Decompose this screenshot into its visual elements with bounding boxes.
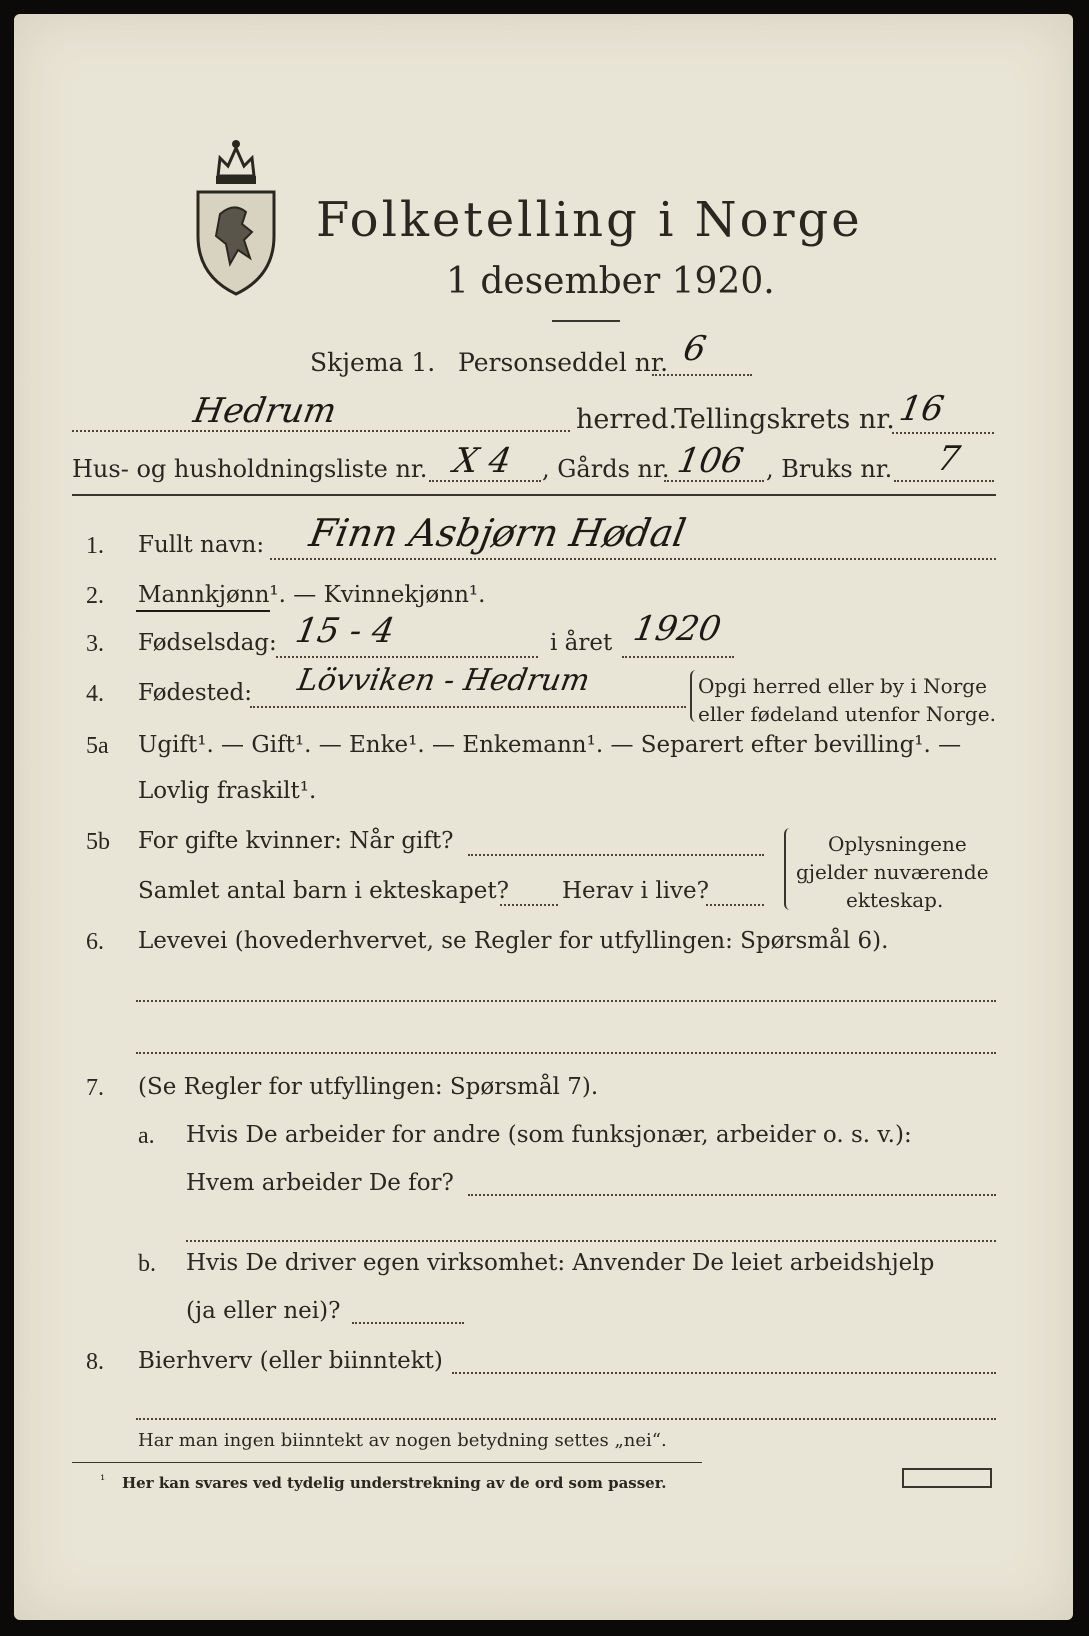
gender-underline: [136, 610, 270, 612]
q5b-note-3: ekteskap.: [846, 888, 944, 912]
q3-number: 3.: [86, 631, 104, 657]
q7a-letter: a.: [138, 1123, 155, 1149]
bruks-label: , Bruks nr.: [766, 455, 893, 483]
q7a-answer-line-2[interactable]: [186, 1240, 996, 1242]
q8-label: Bierhverv (eller biinntekt): [138, 1348, 443, 1374]
form-date: 1 desember 1920.: [446, 261, 775, 302]
q5a-number: 5a: [86, 733, 109, 759]
birthday-value[interactable]: 15 - 4: [292, 611, 398, 651]
gards-label: , Gårds nr.: [542, 455, 670, 483]
q5b-label-2: Samlet antal barn i ekteskapet?: [138, 878, 509, 904]
q7a-label: Hvis De arbeider for andre (som funksjonær, arbeider o. s. v.):: [186, 1122, 912, 1148]
q8-number: 8.: [86, 1349, 104, 1375]
q6-answer-line-1[interactable]: [136, 1000, 996, 1002]
q7b-letter: b.: [138, 1251, 156, 1277]
q4-number: 4.: [86, 681, 104, 707]
hus-label: Hus- og husholdningsliste nr.: [72, 455, 428, 483]
hus-value[interactable]: X 4: [450, 441, 515, 481]
q7b-label-2: (ja eller nei)?: [186, 1298, 341, 1324]
bruks-value[interactable]: 7: [934, 439, 964, 479]
q3-label: Fødselsdag:: [138, 630, 277, 656]
q5b-label: For gifte kvinner: Når gift?: [138, 828, 454, 854]
skjema-label: Skjema 1.: [310, 348, 436, 377]
q7a-label-2: Hvem arbeider De for?: [186, 1170, 454, 1196]
q7b-answer-line[interactable]: [352, 1322, 464, 1324]
personseddel-label: Personseddel nr.: [458, 348, 669, 377]
q1-label: Fullt navn:: [138, 532, 265, 558]
q1-number: 1.: [86, 533, 104, 559]
footnote-mark: ¹: [100, 1473, 106, 1488]
herred-label: herred.: [576, 404, 678, 435]
q8-answer-line-2[interactable]: [136, 1418, 996, 1420]
q6-answer-line-2[interactable]: [136, 1052, 996, 1054]
q5a-label: Ugift¹. — Gift¹. — Enke¹. — Enkemann¹. — Separert efter bevilling¹. —: [138, 732, 962, 758]
footer-note: Har man ingen biinntekt av nogen betydning settes „nei“.: [138, 1430, 667, 1451]
q5b-note-2: gjelder nuværende: [796, 860, 989, 884]
personseddel-value[interactable]: 6: [680, 329, 710, 369]
tellingskrets-label: Tellingskrets nr.: [674, 404, 895, 435]
q4-note-2: eller fødeland utenfor Norge.: [698, 702, 996, 726]
q4-label: Fødested:: [138, 680, 253, 706]
title-divider: [552, 320, 620, 322]
header-rule: [72, 494, 996, 496]
tellingskrets-value[interactable]: 16: [896, 389, 947, 429]
q2-label: Mannkjønn¹. — Kvinnekjønn¹.: [138, 582, 486, 608]
footnote: Her kan svares ved tydelig understrekning av de ord som passer.: [122, 1474, 667, 1492]
q6-number: 6.: [86, 929, 104, 955]
full-name-value[interactable]: Finn Asbjørn Hødal: [306, 511, 690, 555]
birthplace-value[interactable]: Lövviken - Hedrum: [295, 663, 593, 698]
q3-year-label: i året: [550, 630, 613, 656]
q8-answer-line[interactable]: [452, 1372, 996, 1374]
printer-stamp: [902, 1468, 992, 1488]
q2-number: 2.: [86, 583, 104, 609]
q6-label: Levevei (hovederhvervet, se Regler for utfyllingen: Spørsmål 6).: [138, 928, 889, 954]
q5b-note-1: Oplysningene: [828, 832, 967, 856]
q5b-label-3: Herav i live?: [562, 878, 709, 904]
census-form: [14, 14, 1073, 1620]
q7b-label: Hvis De driver egen virksomhet: Anvender De leiet arbeidshjelp: [186, 1250, 935, 1276]
q4-note-1: Opgi herred eller by i Norge: [698, 674, 987, 698]
q7-number: 7.: [86, 1075, 104, 1101]
form-title: Folketelling i Norge: [316, 192, 863, 248]
q5a-label-2: Lovlig fraskilt¹.: [138, 778, 317, 804]
gards-value[interactable]: 106: [674, 441, 747, 481]
q7-label: (Se Regler for utfyllingen: Spørsmål 7).: [138, 1074, 599, 1100]
q7a-answer-line[interactable]: [468, 1194, 996, 1196]
footer-rule: [72, 1462, 702, 1463]
q5b-number: 5b: [86, 829, 110, 855]
coat-of-arms-icon: [190, 136, 282, 296]
herred-value[interactable]: Hedrum: [190, 391, 340, 431]
birth-year-value[interactable]: 1920: [630, 609, 725, 649]
